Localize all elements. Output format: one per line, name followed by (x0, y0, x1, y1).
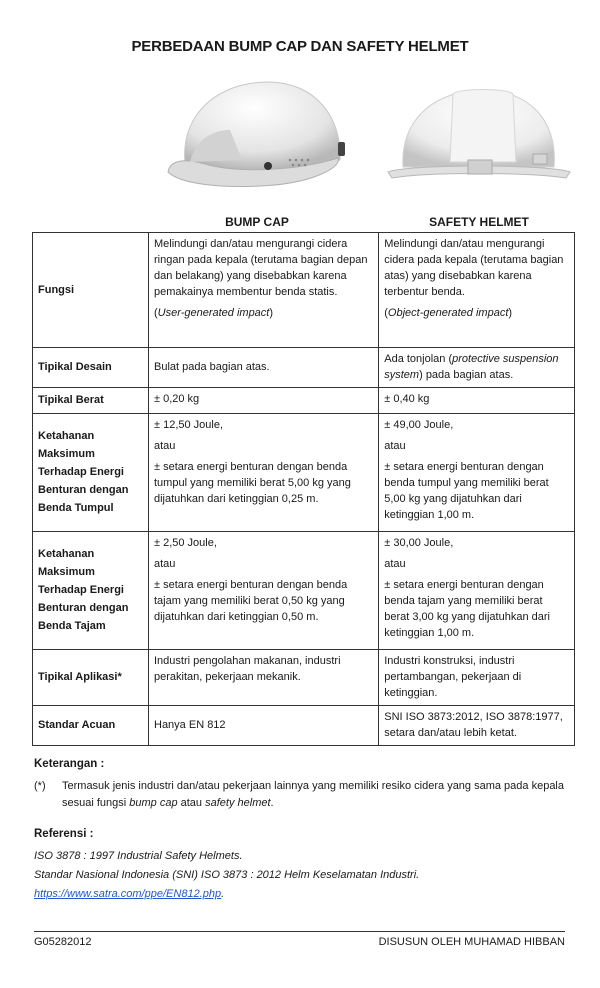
bump-cap-image (150, 72, 350, 202)
cell-text: ± 12,50 Joule, (154, 419, 224, 431)
footnote-mid: atau (177, 797, 206, 809)
safety-helmet-cell: ± 0,40 kg (379, 388, 575, 414)
note-close: ) (508, 307, 513, 319)
column-header-safety-helmet: SAFETY HELMET (429, 215, 529, 229)
note-open: ( (154, 307, 158, 319)
table-row-tajam (33, 532, 575, 650)
row-label: Ketahanan Maksimum Terhadap Energi Benturan dengan Benda Tajam (33, 532, 149, 650)
safety-helmet-photo (378, 72, 578, 202)
bump-cap-cell: Hanya EN 812 (149, 706, 379, 746)
cell-text-em: protective suspension system (384, 353, 559, 381)
safety-helmet-image (378, 72, 578, 202)
footnote-text (62, 778, 574, 812)
column-header-bump-cap: BUMP CAP (225, 215, 289, 229)
cell-text: ± setara energi benturan dengan benda tumpul yang memiliki berat 5,00 kg yang dijatuhkan dari ketinggian 1,00 m. (384, 461, 549, 521)
cell-text-pre: Ada tonjolan ( (384, 353, 453, 365)
footnote-post: . (270, 797, 274, 809)
safety-helmet-cell: Industri konstruksi, industri pertambangan, pekerjaan di ketinggian. (379, 650, 575, 706)
cell-text-post: ) pada bagian atas. (419, 369, 514, 381)
footnote-pre: Termasuk jenis industri dan/atau pekerjaan lainnya yang memiliki resiko cidera yang sama pada kepala sesuai fungsi (62, 780, 564, 809)
bump-cap-cell: Bulat pada bagian atas. (149, 348, 379, 388)
row-label: Tipikal Desain (33, 348, 149, 388)
bump-cap-cell (149, 532, 379, 650)
cell-text: ± setara energi benturan dengan benda tajam yang memiliki berat berat 3,00 kg yang dijatuhkan dari ketinggian 1,00 m. (384, 579, 550, 639)
cell-text: Melindungi dan/atau mengurangi cidera pada kepala (terutama bagian atas) yang disebabkan karena terbentur benda. (384, 238, 564, 298)
table-row-tumpul (33, 414, 575, 532)
reference-link[interactable]: https://www.satra.com/ppe/EN812.php (34, 888, 222, 900)
row-label: Tipikal Berat (33, 388, 149, 414)
footnote-mark: (*) (34, 780, 46, 792)
cell-text: ± setara energi benturan dengan benda tajam yang memiliki berat 0,50 kg yang dijatuhkan dari ketinggian 0,50 m. (154, 579, 348, 623)
cell-text: ± 30,00 Joule, (384, 537, 454, 549)
row-label: Tipikal Aplikasi* (33, 650, 149, 706)
bump-cap-cell (149, 233, 379, 348)
safety-helmet-cell (379, 532, 575, 650)
reference-link-suffix: . (221, 888, 225, 900)
footer-author: DISUSUN OLEH MUHAMAD HIBBAN (378, 936, 565, 948)
references-list (34, 847, 419, 904)
safety-helmet-cell (379, 348, 575, 388)
note-open: ( (384, 307, 388, 319)
cell-text: atau (384, 440, 406, 452)
note-close: ) (269, 307, 274, 319)
page-title: PERBEDAAN BUMP CAP DAN SAFETY HELMET (131, 38, 469, 55)
cell-text: Melindungi dan/atau mengurangi cidera ringan pada kepala (terutama bagian depan dan belakang) yang disebabkan karena pemakainya membentur benda statis. (154, 238, 368, 298)
table-row-desain (33, 348, 575, 388)
bump-cap-photo (150, 72, 350, 202)
comparison-table (32, 232, 575, 746)
note-text: Object-generated impact (387, 307, 509, 319)
reference-item: ISO 3878 : 1997 Industrial Safety Helmets. (34, 850, 243, 862)
cell-note (384, 305, 570, 321)
footer-code: G05282012 (34, 936, 92, 948)
row-label: Fungsi (33, 233, 149, 348)
reference-item: Standar Nasional Indonesia (SNI) ISO 3873 : 2012 Helm Keselamatan Industri. (34, 869, 420, 881)
cell-text: ± 2,50 Joule, (154, 537, 217, 549)
footnote-em-safety-helmet: safety helmet (205, 797, 271, 809)
table-row-fungsi (33, 233, 575, 348)
cell-text: atau (384, 558, 406, 570)
safety-helmet-cell (379, 233, 575, 348)
table-row-berat (33, 388, 575, 414)
notes-heading: Keterangan : (34, 758, 105, 770)
footnote-em-bump-cap: bump cap (129, 797, 178, 809)
bump-cap-cell (149, 414, 379, 532)
safety-helmet-cell (379, 414, 575, 532)
cell-text: atau (154, 440, 176, 452)
footer-divider (34, 931, 565, 932)
safety-helmet-cell: SNI ISO 3873:2012, ISO 3878:1977, setara dan/atau lebih ketat. (379, 706, 575, 746)
cell-text: atau (154, 558, 176, 570)
cell-note (154, 305, 374, 321)
references-heading: Referensi : (34, 828, 94, 840)
cell-text: ± 49,00 Joule, (384, 419, 454, 431)
bump-cap-cell: ± 0,20 kg (149, 388, 379, 414)
cell-text: ± setara energi benturan dengan benda tumpul yang memiliki berat 5,00 kg yang dijatuhkan dari ketinggian 0,25 m. (154, 461, 351, 505)
row-label: Standar Acuan (33, 706, 149, 746)
row-label: Ketahanan Maksimum Terhadap Energi Benturan dengan Benda Tumpul (33, 414, 149, 532)
bump-cap-cell: Industri pengolahan makanan, industri perakitan, pekerjaan mekanik. (149, 650, 379, 706)
table-row-aplikasi (33, 650, 575, 706)
reference-item (34, 885, 419, 904)
note-text: User-generated impact (157, 307, 270, 319)
footnote (34, 778, 574, 812)
table-row-standar (33, 706, 575, 746)
